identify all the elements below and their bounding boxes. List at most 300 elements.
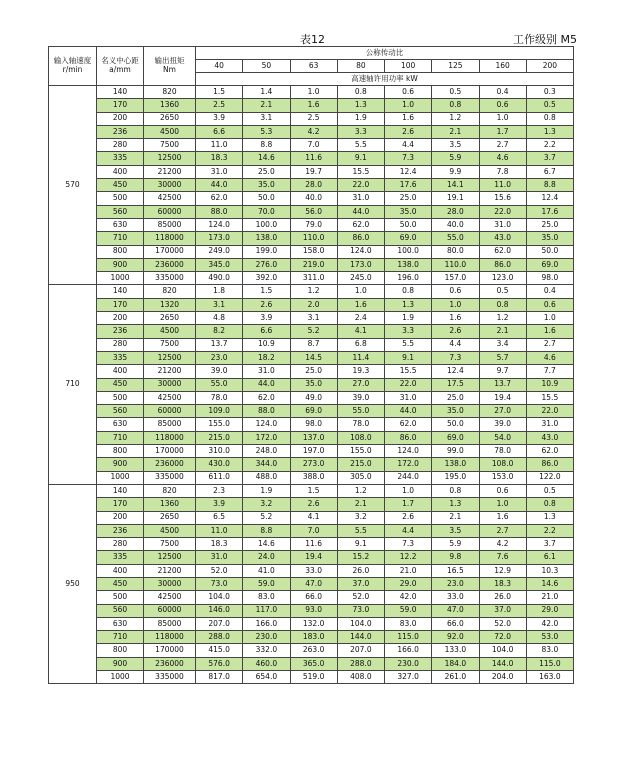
power-cell: 273.0 xyxy=(290,458,337,471)
center-distance-cell: 900 xyxy=(97,657,144,670)
header-input-speed-unit: r/min xyxy=(62,65,83,74)
power-cell: 230.0 xyxy=(243,631,290,644)
power-cell: 11.6 xyxy=(290,538,337,551)
center-distance-cell: 450 xyxy=(97,577,144,590)
power-cell: 80.0 xyxy=(432,245,479,258)
torque-cell: 2650 xyxy=(144,112,196,125)
power-cell: 1.5 xyxy=(196,86,243,99)
center-distance-cell: 630 xyxy=(97,418,144,431)
power-cell: 199.0 xyxy=(243,245,290,258)
torque-cell: 7500 xyxy=(144,139,196,152)
power-cell: 0.8 xyxy=(479,298,526,311)
power-cell: 62.0 xyxy=(337,218,384,231)
torque-cell: 236000 xyxy=(144,657,196,670)
center-distance-cell: 140 xyxy=(97,484,144,497)
power-cell: 31.0 xyxy=(526,418,573,431)
table-row xyxy=(49,538,574,551)
power-cell: 15.5 xyxy=(526,391,573,404)
center-distance-cell: 140 xyxy=(97,86,144,99)
center-distance-cell: 1000 xyxy=(97,671,144,684)
power-cell: 2.0 xyxy=(290,298,337,311)
power-cell: 27.0 xyxy=(479,405,526,418)
torque-cell: 1360 xyxy=(144,99,196,112)
power-cell: 2.6 xyxy=(243,298,290,311)
power-cell: 52.0 xyxy=(196,564,243,577)
power-cell: 59.0 xyxy=(243,577,290,590)
power-cell: 2.2 xyxy=(526,139,573,152)
power-cell: 86.0 xyxy=(526,458,573,471)
torque-cell: 170000 xyxy=(144,245,196,258)
power-cell: 2.7 xyxy=(479,139,526,152)
power-cell: 88.0 xyxy=(196,205,243,218)
power-cell: 50.0 xyxy=(243,192,290,205)
power-cell: 18.2 xyxy=(243,351,290,364)
power-cell: 388.0 xyxy=(290,471,337,484)
table-row xyxy=(49,285,574,298)
header-ratio-50: 50 xyxy=(243,60,290,73)
power-cell: 11.0 xyxy=(196,139,243,152)
power-cell: 104.0 xyxy=(337,617,384,630)
power-cell: 207.0 xyxy=(196,617,243,630)
torque-cell: 21200 xyxy=(144,165,196,178)
power-cell: 817.0 xyxy=(196,671,243,684)
header-ratio-40: 40 xyxy=(196,60,243,73)
power-cell: 13.7 xyxy=(479,378,526,391)
table-row xyxy=(49,165,574,178)
power-cell: 55.0 xyxy=(337,405,384,418)
power-cell: 244.0 xyxy=(385,471,432,484)
power-cell: 29.0 xyxy=(385,577,432,590)
power-cell: 1.2 xyxy=(290,285,337,298)
center-distance-cell: 335 xyxy=(97,152,144,165)
center-distance-cell: 500 xyxy=(97,391,144,404)
power-cell: 31.0 xyxy=(337,192,384,205)
center-distance-cell: 400 xyxy=(97,165,144,178)
power-cell: 73.0 xyxy=(196,577,243,590)
power-cell: 6.7 xyxy=(526,165,573,178)
power-cell: 83.0 xyxy=(385,617,432,630)
power-cell: 138.0 xyxy=(385,258,432,271)
center-distance-cell: 900 xyxy=(97,458,144,471)
torque-cell: 4500 xyxy=(144,125,196,138)
power-cell: 4.4 xyxy=(385,524,432,537)
torque-cell: 118000 xyxy=(144,431,196,444)
power-cell: 72.0 xyxy=(479,631,526,644)
power-cell: 166.0 xyxy=(385,644,432,657)
torque-cell: 170000 xyxy=(144,445,196,458)
power-cell: 19.4 xyxy=(290,551,337,564)
power-cell: 158.0 xyxy=(290,245,337,258)
power-cell: 332.0 xyxy=(243,644,290,657)
power-cell: 1.3 xyxy=(337,99,384,112)
power-cell: 110.0 xyxy=(290,232,337,245)
power-cell: 88.0 xyxy=(243,405,290,418)
speed-cell: 950 xyxy=(49,484,97,683)
power-cell: 4.6 xyxy=(526,351,573,364)
torque-cell: 820 xyxy=(144,285,196,298)
power-cell: 0.6 xyxy=(385,86,432,99)
power-cell: 17.5 xyxy=(432,378,479,391)
power-cell: 115.0 xyxy=(385,631,432,644)
torque-cell: 2650 xyxy=(144,312,196,325)
power-cell: 196.0 xyxy=(385,272,432,285)
power-cell: 124.0 xyxy=(243,418,290,431)
power-cell: 1.7 xyxy=(385,498,432,511)
power-cell: 2.1 xyxy=(479,325,526,338)
power-cell: 5.5 xyxy=(385,338,432,351)
torque-cell: 12500 xyxy=(144,351,196,364)
power-cell: 345.0 xyxy=(196,258,243,271)
power-cell: 14.1 xyxy=(432,179,479,192)
power-cell: 13.7 xyxy=(196,338,243,351)
power-cell: 2.1 xyxy=(432,125,479,138)
header-ratio-160: 160 xyxy=(479,60,526,73)
power-cell: 52.0 xyxy=(337,591,384,604)
table-row xyxy=(49,112,574,125)
center-distance-cell: 450 xyxy=(97,179,144,192)
power-cell: 3.9 xyxy=(196,112,243,125)
torque-cell: 85000 xyxy=(144,418,196,431)
power-cell: 6.6 xyxy=(243,325,290,338)
header-input-speed-label: 输入轴速度 xyxy=(53,56,92,66)
torque-cell: 118000 xyxy=(144,232,196,245)
power-cell: 124.0 xyxy=(196,218,243,231)
power-cell: 1.8 xyxy=(196,285,243,298)
power-cell: 10.9 xyxy=(243,338,290,351)
power-cell: 1.0 xyxy=(385,484,432,497)
power-cell: 25.0 xyxy=(526,218,573,231)
power-cell: 2.6 xyxy=(385,125,432,138)
power-cell: 157.0 xyxy=(432,272,479,285)
power-cell: 22.0 xyxy=(479,205,526,218)
power-cell: 49.0 xyxy=(290,391,337,404)
power-cell: 490.0 xyxy=(196,272,243,285)
power-cell: 1.0 xyxy=(337,285,384,298)
power-cell: 108.0 xyxy=(479,458,526,471)
power-cell: 11.0 xyxy=(479,179,526,192)
power-cell: 1.3 xyxy=(432,498,479,511)
power-cell: 7.3 xyxy=(432,351,479,364)
power-cell: 28.0 xyxy=(432,205,479,218)
power-cell: 5.2 xyxy=(243,511,290,524)
power-cell: 1.6 xyxy=(337,298,384,311)
power-cell: 7.8 xyxy=(479,165,526,178)
table-row xyxy=(49,418,574,431)
power-cell: 5.2 xyxy=(290,325,337,338)
power-cell: 327.0 xyxy=(385,671,432,684)
work-grade-label: 工作级别 M5 xyxy=(513,33,577,46)
power-cell: 9.9 xyxy=(432,165,479,178)
power-cell: 39.0 xyxy=(337,391,384,404)
power-cell: 153.0 xyxy=(479,471,526,484)
power-cell: 50.0 xyxy=(432,418,479,431)
table-row xyxy=(49,617,574,630)
power-cell: 2.5 xyxy=(196,99,243,112)
power-cell: 83.0 xyxy=(526,644,573,657)
table-row xyxy=(49,378,574,391)
header-ratio-125: 125 xyxy=(432,60,479,73)
power-cell: 37.0 xyxy=(479,604,526,617)
power-cell: 7.0 xyxy=(290,139,337,152)
table-row xyxy=(49,99,574,112)
power-cell: 55.0 xyxy=(196,378,243,391)
power-cell: 1.3 xyxy=(526,511,573,524)
power-cell: 54.0 xyxy=(479,431,526,444)
power-cell: 1.0 xyxy=(290,86,337,99)
torque-cell: 60000 xyxy=(144,205,196,218)
center-distance-cell: 500 xyxy=(97,591,144,604)
table-row xyxy=(49,351,574,364)
power-cell: 62.0 xyxy=(479,245,526,258)
power-cell: 59.0 xyxy=(385,604,432,617)
power-cell: 8.8 xyxy=(243,139,290,152)
power-cell: 19.4 xyxy=(479,391,526,404)
power-cell: 78.0 xyxy=(337,418,384,431)
power-cell: 1.4 xyxy=(243,86,290,99)
power-cell: 33.0 xyxy=(290,564,337,577)
power-cell: 110.0 xyxy=(432,258,479,271)
power-cell: 100.0 xyxy=(243,218,290,231)
power-cell: 69.0 xyxy=(290,405,337,418)
header-ratio-200: 200 xyxy=(526,60,573,73)
power-cell: 0.6 xyxy=(479,484,526,497)
power-cell: 408.0 xyxy=(337,671,384,684)
power-cell: 99.0 xyxy=(432,445,479,458)
power-cell: 488.0 xyxy=(243,471,290,484)
power-cell: 11.4 xyxy=(337,351,384,364)
power-cell: 2.1 xyxy=(432,511,479,524)
power-cell: 8.7 xyxy=(290,338,337,351)
center-distance-cell: 450 xyxy=(97,378,144,391)
power-cell: 47.0 xyxy=(432,604,479,617)
power-cell: 15.6 xyxy=(479,192,526,205)
power-cell: 123.0 xyxy=(479,272,526,285)
power-cell: 2.6 xyxy=(290,498,337,511)
power-cell: 22.0 xyxy=(337,179,384,192)
power-cell: 0.5 xyxy=(479,285,526,298)
power-cell: 2.6 xyxy=(385,511,432,524)
power-cell: 0.3 xyxy=(526,86,573,99)
power-cell: 9.1 xyxy=(337,538,384,551)
torque-cell: 236000 xyxy=(144,258,196,271)
power-cell: 8.8 xyxy=(526,179,573,192)
center-distance-cell: 710 xyxy=(97,232,144,245)
power-cell: 3.1 xyxy=(243,112,290,125)
power-cell: 24.0 xyxy=(243,551,290,564)
power-cell: 18.3 xyxy=(196,538,243,551)
power-cell: 17.6 xyxy=(526,205,573,218)
power-cell: 93.0 xyxy=(290,604,337,617)
power-cell: 365.0 xyxy=(290,657,337,670)
power-cell: 197.0 xyxy=(290,445,337,458)
power-cell: 3.3 xyxy=(337,125,384,138)
center-distance-cell: 710 xyxy=(97,631,144,644)
center-distance-cell: 560 xyxy=(97,604,144,617)
power-cell: 6.8 xyxy=(337,338,384,351)
power-cell: 7.3 xyxy=(385,152,432,165)
power-cell: 35.0 xyxy=(243,179,290,192)
power-cell: 18.3 xyxy=(196,152,243,165)
torque-cell: 820 xyxy=(144,86,196,99)
power-cell: 35.0 xyxy=(290,378,337,391)
power-cell: 155.0 xyxy=(337,445,384,458)
torque-cell: 118000 xyxy=(144,631,196,644)
power-cell: 83.0 xyxy=(243,591,290,604)
header-input-speed xyxy=(49,47,97,86)
center-distance-cell: 200 xyxy=(97,112,144,125)
table-row xyxy=(49,551,574,564)
power-cell: 4.8 xyxy=(196,312,243,325)
torque-cell: 4500 xyxy=(144,325,196,338)
table-row xyxy=(49,431,574,444)
table-row xyxy=(49,232,574,245)
power-cell: 56.0 xyxy=(290,205,337,218)
power-cell: 1.5 xyxy=(243,285,290,298)
power-cell: 14.6 xyxy=(243,152,290,165)
power-cell: 207.0 xyxy=(337,644,384,657)
power-cell: 5.5 xyxy=(337,524,384,537)
torque-cell: 4500 xyxy=(144,524,196,537)
header-output-torque-label: 输出扭矩 xyxy=(154,56,185,66)
table-row xyxy=(49,179,574,192)
power-cell: 115.0 xyxy=(526,657,573,670)
power-cell: 18.3 xyxy=(479,577,526,590)
power-cell: 78.0 xyxy=(479,445,526,458)
power-cell: 31.0 xyxy=(196,165,243,178)
power-cell: 5.3 xyxy=(243,125,290,138)
torque-cell: 85000 xyxy=(144,617,196,630)
power-cell: 3.3 xyxy=(385,325,432,338)
power-cell: 1.2 xyxy=(432,112,479,125)
power-cell: 0.8 xyxy=(432,99,479,112)
power-cell: 4.1 xyxy=(290,511,337,524)
power-cell: 1.9 xyxy=(337,112,384,125)
torque-cell: 1320 xyxy=(144,298,196,311)
table-row xyxy=(49,338,574,351)
table-row xyxy=(49,218,574,231)
power-cell: 138.0 xyxy=(432,458,479,471)
power-cell: 3.9 xyxy=(196,498,243,511)
power-cell: 11.6 xyxy=(290,152,337,165)
power-cell: 62.0 xyxy=(385,418,432,431)
torque-cell: 12500 xyxy=(144,551,196,564)
power-cell: 6.6 xyxy=(196,125,243,138)
power-cell: 245.0 xyxy=(337,272,384,285)
power-cell: 117.0 xyxy=(243,604,290,617)
power-cell: 52.0 xyxy=(479,617,526,630)
power-cell: 1.3 xyxy=(526,125,573,138)
power-cell: 195.0 xyxy=(432,471,479,484)
center-distance-cell: 1000 xyxy=(97,272,144,285)
table-row xyxy=(49,405,574,418)
power-cell: 29.0 xyxy=(526,604,573,617)
power-cell: 27.0 xyxy=(337,378,384,391)
power-cell: 415.0 xyxy=(196,644,243,657)
table-body xyxy=(49,86,574,684)
power-cell: 1.6 xyxy=(479,511,526,524)
power-cell: 23.0 xyxy=(432,577,479,590)
power-cell: 172.0 xyxy=(243,431,290,444)
power-cell: 219.0 xyxy=(290,258,337,271)
table-row xyxy=(49,458,574,471)
power-cell: 9.1 xyxy=(385,351,432,364)
power-cell: 2.7 xyxy=(479,524,526,537)
power-cell: 2.7 xyxy=(526,338,573,351)
power-cell: 288.0 xyxy=(337,657,384,670)
power-cell: 40.0 xyxy=(432,218,479,231)
power-cell: 69.0 xyxy=(385,232,432,245)
power-cell: 0.5 xyxy=(432,86,479,99)
header-ratio-80: 80 xyxy=(337,60,384,73)
power-cell: 31.0 xyxy=(196,551,243,564)
center-distance-cell: 280 xyxy=(97,139,144,152)
power-cell: 0.8 xyxy=(526,112,573,125)
power-cell: 311.0 xyxy=(290,272,337,285)
center-distance-cell: 170 xyxy=(97,298,144,311)
power-cell: 16.5 xyxy=(432,564,479,577)
power-cell: 104.0 xyxy=(479,644,526,657)
power-cell: 124.0 xyxy=(337,245,384,258)
power-cell: 4.4 xyxy=(385,139,432,152)
center-distance-cell: 800 xyxy=(97,445,144,458)
power-cell: 173.0 xyxy=(337,258,384,271)
power-cell: 23.0 xyxy=(196,351,243,364)
torque-cell: 335000 xyxy=(144,471,196,484)
power-cell: 40.0 xyxy=(290,192,337,205)
power-cell: 22.0 xyxy=(385,378,432,391)
torque-cell: 335000 xyxy=(144,272,196,285)
power-cell: 8.8 xyxy=(243,524,290,537)
power-cell: 173.0 xyxy=(196,232,243,245)
power-cell: 5.9 xyxy=(432,538,479,551)
power-cell: 576.0 xyxy=(196,657,243,670)
power-cell: 15.2 xyxy=(337,551,384,564)
power-cell: 6.5 xyxy=(196,511,243,524)
power-cell: 1.6 xyxy=(290,99,337,112)
power-cell: 6.1 xyxy=(526,551,573,564)
power-cell: 2.1 xyxy=(243,99,290,112)
power-cell: 33.0 xyxy=(432,591,479,604)
power-cell: 39.0 xyxy=(196,365,243,378)
power-cell: 21.0 xyxy=(526,591,573,604)
torque-cell: 42500 xyxy=(144,391,196,404)
torque-cell: 170000 xyxy=(144,644,196,657)
power-cell: 1.2 xyxy=(479,312,526,325)
power-cell: 1.9 xyxy=(243,484,290,497)
center-distance-cell: 630 xyxy=(97,617,144,630)
power-cell: 62.0 xyxy=(526,445,573,458)
power-cell: 9.8 xyxy=(432,551,479,564)
center-distance-cell: 236 xyxy=(97,125,144,138)
center-distance-cell: 800 xyxy=(97,644,144,657)
power-cell: 26.0 xyxy=(479,591,526,604)
power-cell: 8.2 xyxy=(196,325,243,338)
power-cell: 2.5 xyxy=(290,112,337,125)
power-cell: 310.0 xyxy=(196,445,243,458)
power-cell: 249.0 xyxy=(196,245,243,258)
center-distance-cell: 236 xyxy=(97,325,144,338)
power-cell: 14.6 xyxy=(243,538,290,551)
power-cell: 100.0 xyxy=(385,245,432,258)
torque-cell: 1360 xyxy=(144,498,196,511)
table-title: 表12 xyxy=(300,33,325,46)
power-cell: 611.0 xyxy=(196,471,243,484)
table-row xyxy=(49,657,574,670)
power-cell: 22.0 xyxy=(526,405,573,418)
power-cell: 3.4 xyxy=(479,338,526,351)
table-row xyxy=(49,391,574,404)
power-cell: 12.9 xyxy=(479,564,526,577)
